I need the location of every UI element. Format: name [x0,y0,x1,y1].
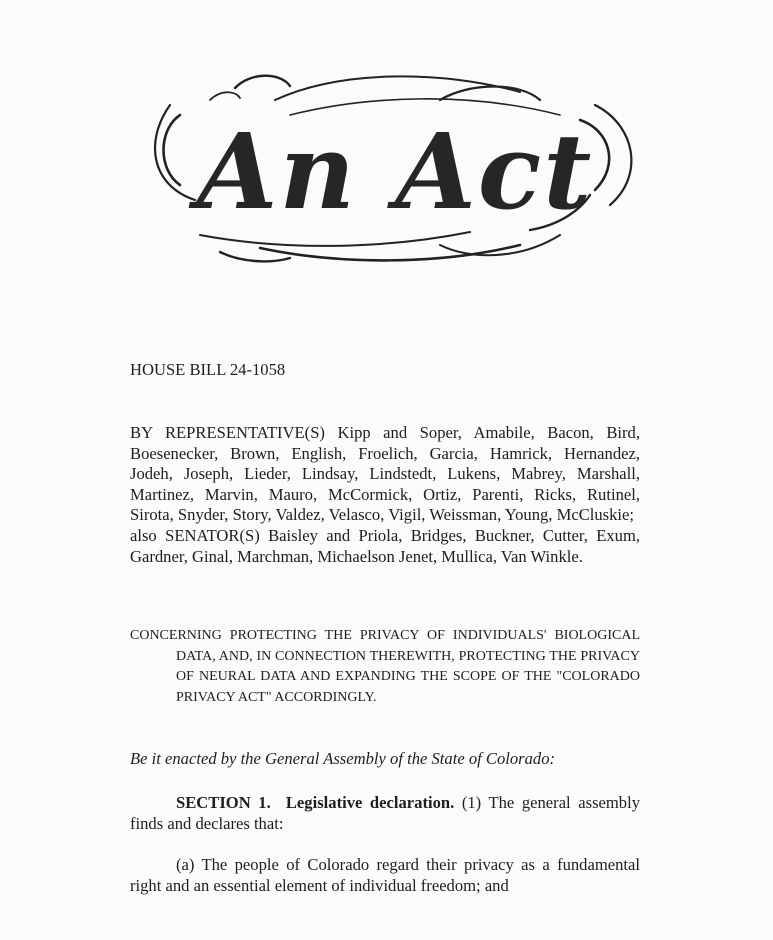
an-act-banner [140,60,650,285]
representatives-list: BY REPRESENTATIVE(S) Kipp and Soper, Amabile, Bacon, Bird, Boesenecker, Brown, English, Froelich, Garcia, Hamrick, Hernandez, Jodeh, Joseph, Lieder, Lindsay, Lindstedt, Lukens, Mabrey, Marshall, Martinez, Marvin, Mauro, McCormick, Ortiz, Parenti, Ricks, Rutinel, Sirota, Snyder, Story, Valdez, Velasco, Vigil, Weissman, Young, McCluskie; [130,423,640,525]
section-heading: SECTION 1. [176,793,271,812]
an-act-title: An Act [196,110,594,233]
concerning-clause [130,626,640,708]
paragraph-a [130,855,640,896]
sponsors-block [130,423,640,567]
section-1 [130,793,640,834]
section-title: Legislative declaration. [285,793,455,812]
enacting-clause: Be it enacted by the General Assembly of the State of Colorado: [130,749,556,768]
bill-number: HOUSE BILL 24-1058 [130,360,286,379]
concerning-text: CONCERNING PROTECTING THE PRIVACY OF INDIVIDUALS' BIOLOGICAL DATA, AND, IN CONNECTION THEREWITH, PROTECTING THE PRIVACY OF NEURAL DATA AND EXPANDING THE SCOPE OF THE "COLORADO PRIVACY ACT" ACCORDINGLY. [130,628,640,705]
paragraph-a-text: (a) The people of Colorado regard their privacy as a fundamental right and an essential element of individual freedom; and [130,855,640,895]
senators-list: also SENATOR(S) Baisley and Priola, Bridges, Buckner, Cutter, Exum, Gardner, Ginal, Marchman, Michaelson Jenet, Mullica, Van Winkle. [130,525,640,566]
section-body: (1) The general assembly finds and declares that: [130,793,640,833]
